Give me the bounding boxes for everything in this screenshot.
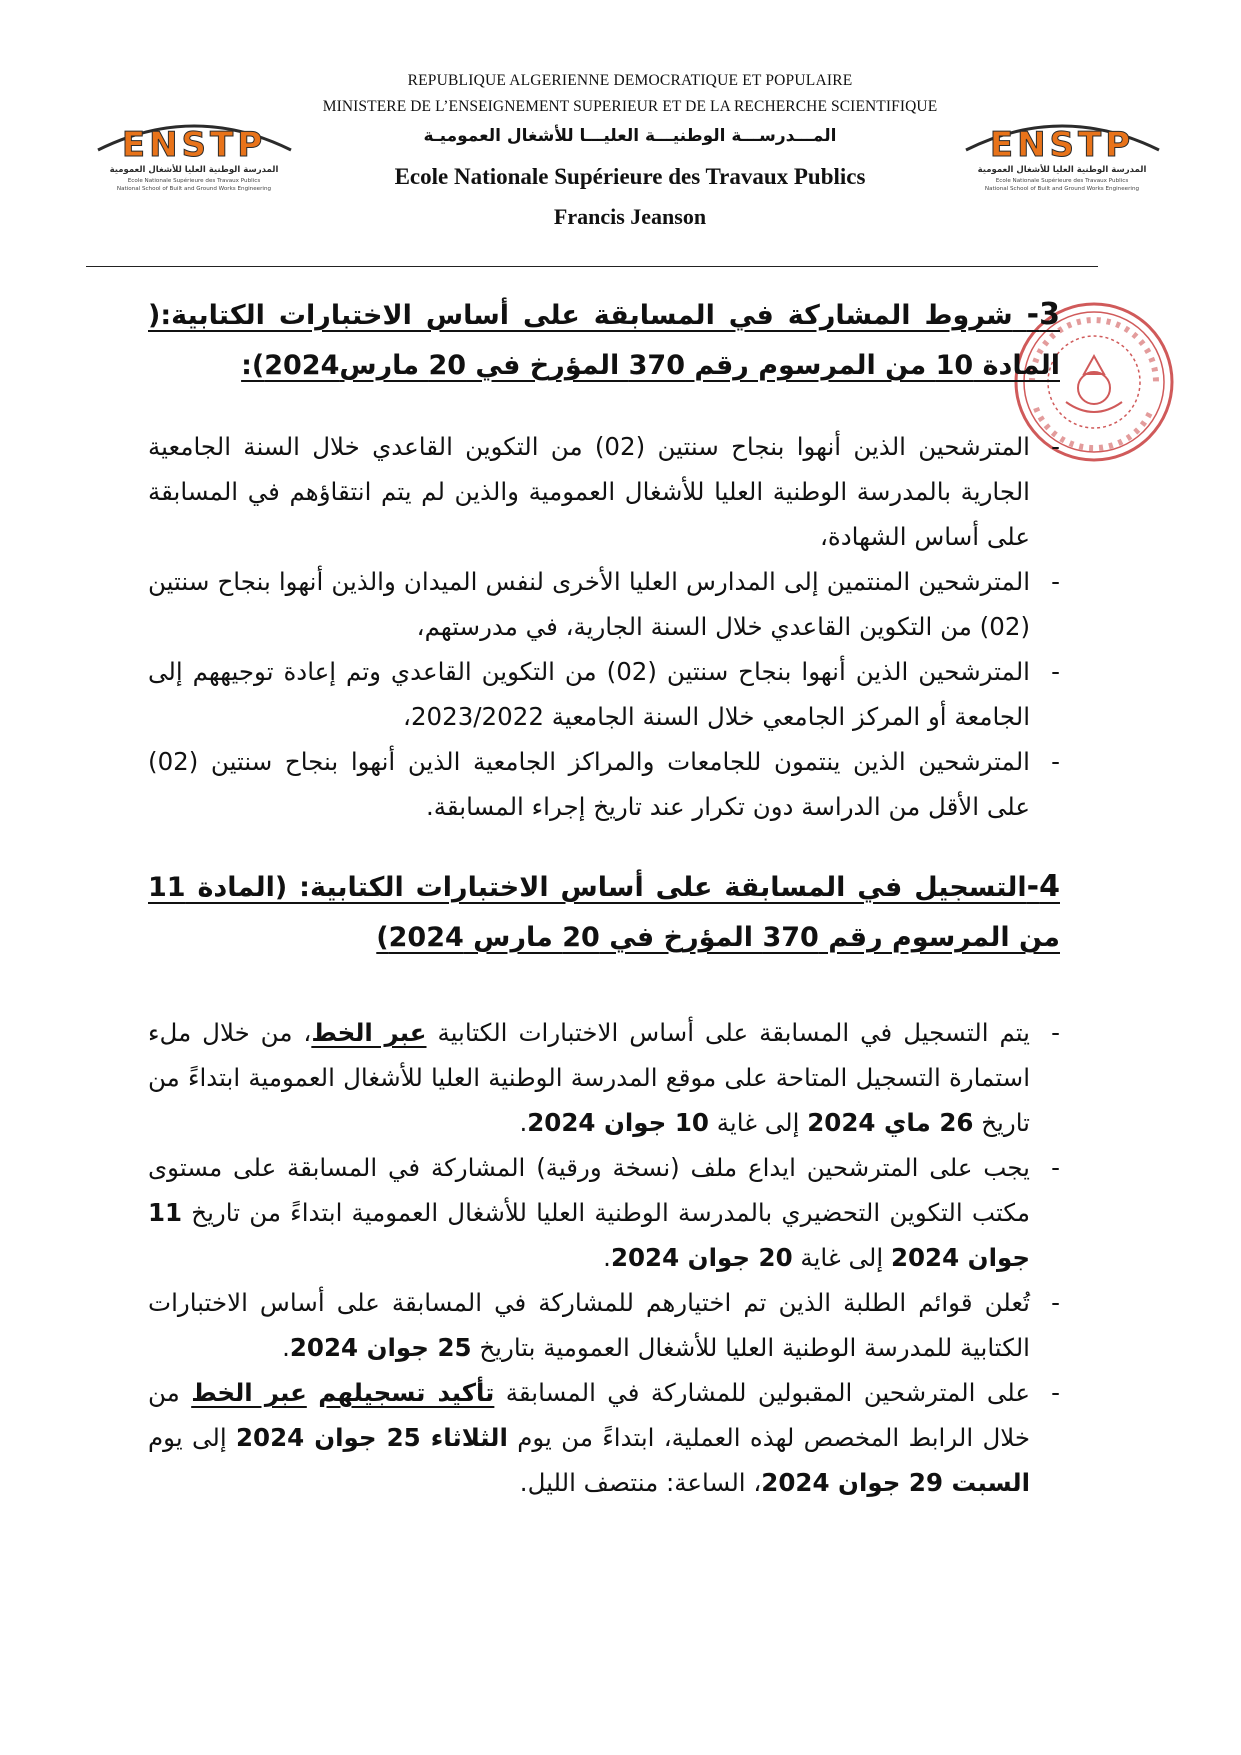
section-4-item-online-registration: - يتم التسجيل في المسابقة على أساس الاختبارات الكتابية عبر الخط، من خلال ملء استمارة التسجيل المتاحة على موقع المدرسة الوطنية العليا للأشغال العمومية ابتداءً من تاريخ 26 ماي 2024 إلى غاية 10 جوان 2024. xyxy=(148,1010,1060,1145)
section-3-item: - المترشحين المنتمين إلى المدارس العليا الأخرى لنفس الميدان والذين أنهوا بنجاح سنتين (02) من التكوين القاعدي خلال السنة الجارية، في مدرستهم، xyxy=(148,559,1060,649)
logo-french: Ecole Nationale Supérieure des Travaux Publics xyxy=(995,178,1129,184)
section-4-heading xyxy=(148,862,1060,963)
school-name-french: Ecole Nationale Supérieure des Travaux Publics xyxy=(394,164,866,189)
online-emphasis: عبر الخط xyxy=(191,1378,307,1407)
logo-acronym: ENSTP xyxy=(989,125,1135,165)
section-3-item: - المترشحين الذين ينتمون للجامعات والمراكز الجامعية الذين أنهوا بنجاح سنتين (02) على الأقل من الدراسة دون تكرار عند تاريخ إجراء المسابقة. xyxy=(148,739,1060,829)
section-3-list xyxy=(148,424,1060,829)
confirm-emphasis: تأكيد تسجيلهم xyxy=(318,1378,495,1407)
end-date: 20 جوان 2024 xyxy=(610,1243,793,1272)
logo-english: National School of Built and Ground Works Engineering xyxy=(116,186,272,192)
logo-arabic: المدرسة الوطنية العليا للأشغال العمومية xyxy=(109,165,279,175)
start-date: الثلاثاء 25 جوان 2024 xyxy=(235,1423,508,1452)
announcement-date: 25 جوان 2024 xyxy=(289,1333,472,1362)
section-3-item: - المترشحين الذين أنهوا بنجاح سنتين (02) من التكوين القاعدي خلال السنة الجامعية الجارية بالمدرسة الوطنية العليا للأشغال العمومية والذين لم يتم انتقاؤهم في المسابقة على أساس الشهادة، xyxy=(148,424,1060,559)
section-3-number: 3- xyxy=(1026,297,1060,332)
section-4-item-confirmation: - على المترشحين المقبولين للمشاركة في المسابقة تأكيد تسجيلهم عبر الخط من خلال الرابط المخصص لهذه العملية، ابتداءً من يوم الثلاثاء 25 جوان 2024 إلى يوم السبت 29 جوان 2024، الساعة: منتصف الليل. xyxy=(148,1370,1060,1505)
start-date: 11 جوان 2024 xyxy=(148,1198,1030,1272)
ministry-heading: MINISTERE DE L’ENSEIGNEMENT SUPERIEUR ET DE LA RECHERCHE SCIENTIFIQUE xyxy=(322,98,938,115)
section-3-item: - المترشحين الذين أنهوا بنجاح سنتين (02) من التكوين القاعدي وتم إعادة توجيههم إلى الجامعة أو المركز الجامعي خلال السنة الجامعية 2023/2022، xyxy=(148,649,1060,739)
school-name-arabic: المـــدرســـة الوطنيـــة العليـــا للأشغال العموميـة xyxy=(423,126,837,146)
republic-heading: REPUBLIQUE ALGERIENNE DEMOCRATIQUE ET POPULAIRE xyxy=(407,72,853,89)
logo-french: Ecole Nationale Supérieure des Travaux Publics xyxy=(127,178,261,184)
logo-english: National School of Built and Ground Works Engineering xyxy=(984,186,1140,192)
section-4-number: 4- xyxy=(1026,869,1060,904)
header-divider xyxy=(86,266,1098,267)
section-4-item-paper-file: - يجب على المترشحين ايداع ملف (نسخة ورقية) المشاركة في المسابقة على مستوى مكتب التكوين التحضيري بالمدرسة الوطنية العليا للأشغال العمومية ابتداءً من تاريخ 11 جوان 2024 إلى غاية 20 جوان 2024. xyxy=(148,1145,1060,1280)
section-4-title: التسجيل في المسابقة على أساس الاختبارات الكتابية: (المادة 11 من المرسوم رقم 370 المؤرخ في 20 مارس 2024) xyxy=(148,872,1060,953)
start-date: 26 ماي 2024 xyxy=(807,1108,974,1137)
section-3-heading xyxy=(148,290,1060,391)
end-date: 10 جوان 2024 xyxy=(527,1108,709,1137)
online-emphasis: عبر الخط xyxy=(311,1018,427,1047)
logo-acronym: ENSTP xyxy=(121,125,267,165)
enstp-logo-right xyxy=(960,110,1165,200)
logo-arabic: المدرسة الوطنية العليا للأشغال العمومية xyxy=(977,165,1147,175)
section-3-title: شروط المشاركة في المسابقة على أساس الاختبارات الكتابية:( المادة 10 من المرسوم رقم 370 المؤرخ في 20 مارس2024): xyxy=(148,300,1060,381)
end-date: السبت 29 جوان 2024 xyxy=(761,1468,1030,1497)
section-4-item-lists-announcement: - تُعلن قوائم الطلبة الذين تم اختيارهم للمشاركة في المسابقة على أساس الاختبارات الكتابية للمدرسة الوطنية العليا للأشغال العمومية بتاريخ 25 جوان 2024. xyxy=(148,1280,1060,1370)
enstp-logo-left xyxy=(92,110,297,200)
document-header xyxy=(0,0,1241,270)
section-4-list xyxy=(148,1010,1060,1505)
school-name-suffix: Francis Jeanson xyxy=(553,204,707,229)
